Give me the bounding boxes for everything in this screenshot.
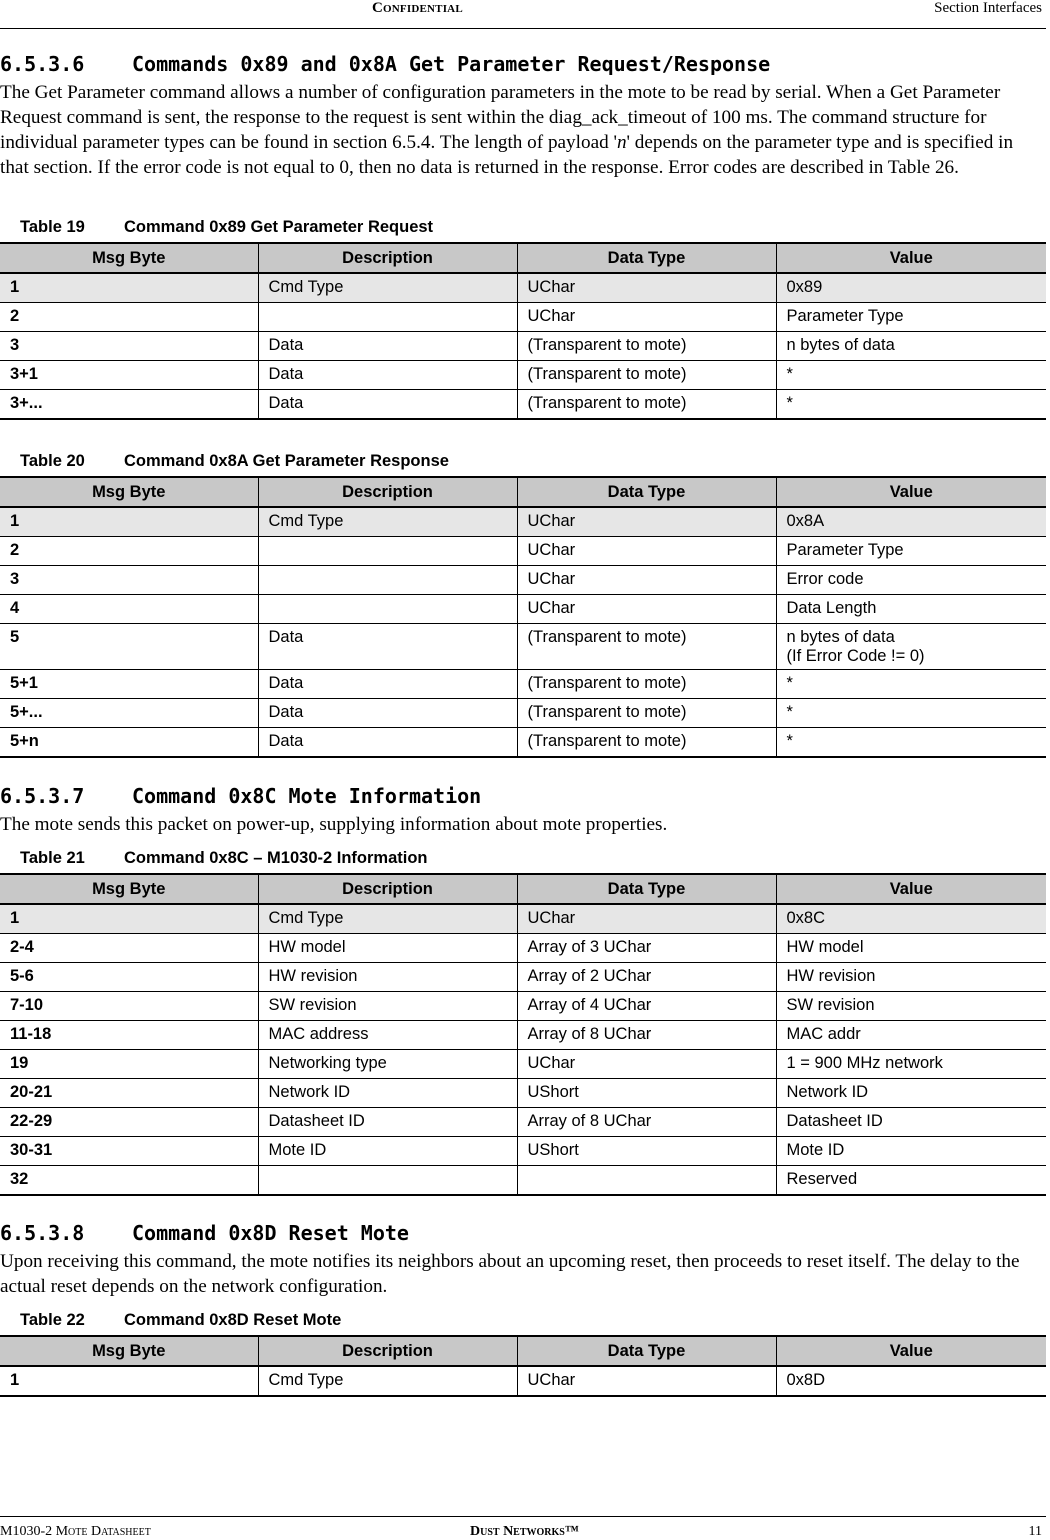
cell-msg-byte: 3 <box>0 332 258 361</box>
cell-data-type: UShort <box>517 1137 776 1166</box>
section-title: Command 0x8D Reset Mote <box>132 1221 409 1245</box>
table-row <box>0 507 1046 537</box>
cell-description: Cmd Type <box>258 904 517 934</box>
cell-msg-byte: 11-18 <box>0 1021 258 1050</box>
table-number: Table 22 <box>20 1311 85 1329</box>
cell-description: HW model <box>258 934 517 963</box>
cell-value: * <box>776 699 1046 728</box>
cell-msg-byte: 32 <box>0 1166 258 1196</box>
cell-data-type: UChar <box>517 1050 776 1079</box>
cell-value: MAC addr <box>776 1021 1046 1050</box>
cell-description: Cmd Type <box>258 273 517 303</box>
section-6-5-3-7 <box>0 782 1046 837</box>
cell-data-type: (Transparent to mote) <box>517 624 776 670</box>
cell-value: 0x8D <box>776 1366 1046 1396</box>
section-number: 6.5.3.6 <box>0 52 85 76</box>
col-value: Value <box>776 243 1046 273</box>
table-caption <box>20 1305 1046 1335</box>
table-number: Table 21 <box>20 849 85 867</box>
table-title: Command 0x89 Get Parameter Request <box>124 218 434 236</box>
page-footer <box>0 1516 1050 1540</box>
cell-value: Parameter Type <box>776 303 1046 332</box>
cell-data-type: UChar <box>517 507 776 537</box>
cell-description: Cmd Type <box>258 1366 517 1396</box>
table-row <box>0 332 1046 361</box>
cell-msg-byte: 5+n <box>0 728 258 758</box>
table-header-row <box>0 874 1046 904</box>
cell-msg-byte: 3 <box>0 566 258 595</box>
cell-description: Data <box>258 332 517 361</box>
cell-data-type: (Transparent to mote) <box>517 670 776 699</box>
cell-value: Parameter Type <box>776 537 1046 566</box>
table-22-block <box>0 1305 1046 1397</box>
cell-msg-byte: 7-10 <box>0 992 258 1021</box>
cell-value: * <box>776 361 1046 390</box>
col-value: Value <box>776 1336 1046 1366</box>
cell-description: MAC address <box>258 1021 517 1050</box>
section-6-5-3-6 <box>0 50 1046 180</box>
section-heading <box>0 50 1046 78</box>
table-title: Command 0x8C – M1030-2 Information <box>124 849 428 867</box>
table-21-block <box>0 843 1046 1196</box>
table-row <box>0 1021 1046 1050</box>
table-body <box>0 1366 1046 1396</box>
cell-description: Networking type <box>258 1050 517 1079</box>
cell-data-type: Array of 3 UChar <box>517 934 776 963</box>
col-msg-byte: Msg Byte <box>0 1336 258 1366</box>
cell-description <box>258 303 517 332</box>
table-19 <box>0 242 1046 420</box>
col-description: Description <box>258 874 517 904</box>
cell-data-type: Array of 8 UChar <box>517 1108 776 1137</box>
cell-msg-byte: 5-6 <box>0 963 258 992</box>
table-row <box>0 303 1046 332</box>
cell-msg-byte: 19 <box>0 1050 258 1079</box>
table-row <box>0 992 1046 1021</box>
cell-data-type: UChar <box>517 566 776 595</box>
cell-value: HW model <box>776 934 1046 963</box>
cell-value-line: n bytes of data <box>786 628 895 646</box>
section-paragraph: Upon receiving this command, the mote notifies its neighbors about an upcoming reset, then proceeds to reset itself. The delay to the actual reset depends on the network configuration. <box>0 1251 1020 1297</box>
cell-description: Data <box>258 361 517 390</box>
cell-value: Datasheet ID <box>776 1108 1046 1137</box>
table-number: Table 20 <box>20 452 85 470</box>
table-row <box>0 699 1046 728</box>
table-22 <box>0 1335 1046 1397</box>
cell-data-type: (Transparent to mote) <box>517 699 776 728</box>
cell-msg-byte: 22-29 <box>0 1108 258 1137</box>
cell-description: HW revision <box>258 963 517 992</box>
cell-data-type <box>517 1166 776 1196</box>
section-heading <box>0 1219 1046 1247</box>
col-msg-byte: Msg Byte <box>0 874 258 904</box>
cell-msg-byte: 5+... <box>0 699 258 728</box>
cell-description <box>258 566 517 595</box>
cell-msg-byte: 3+... <box>0 390 258 420</box>
section-title: Section Interfaces <box>934 0 1042 16</box>
table-row <box>0 537 1046 566</box>
table-body <box>0 904 1046 1195</box>
table-row <box>0 728 1046 758</box>
cell-value: n bytes of data <box>776 332 1046 361</box>
cell-data-type: UChar <box>517 303 776 332</box>
cell-value-note: (If Error Code != 0) <box>786 647 925 665</box>
table-row <box>0 390 1046 420</box>
table-header-row <box>0 477 1046 507</box>
table-title: Command 0x8A Get Parameter Response <box>124 452 449 470</box>
cell-msg-byte: 5 <box>0 624 258 670</box>
paragraph-text-rest: ' depends on the parameter type and is specified in that section. If the error code is not equal to 0, then no data is returned in the response. Error codes are described in Table 26. <box>0 132 1014 178</box>
cell-value: HW revision <box>776 963 1046 992</box>
cell-msg-byte: 3+1 <box>0 361 258 390</box>
table-row <box>0 273 1046 303</box>
cell-data-type: UChar <box>517 1366 776 1396</box>
table-row <box>0 934 1046 963</box>
table-row <box>0 904 1046 934</box>
cell-description: Data <box>258 699 517 728</box>
cell-value: * <box>776 670 1046 699</box>
section-6-5-3-8 <box>0 1219 1046 1299</box>
cell-msg-byte: 1 <box>0 1366 258 1396</box>
cell-value <box>776 624 1046 670</box>
cell-data-type: (Transparent to mote) <box>517 390 776 420</box>
cell-data-type: UShort <box>517 1079 776 1108</box>
cell-description <box>258 1166 517 1196</box>
section-number: 6.5.3.7 <box>0 784 85 808</box>
cell-description: Cmd Type <box>258 507 517 537</box>
section-paragraph: The mote sends this packet on power-up, supplying information about mote properties. <box>0 814 668 835</box>
table-row <box>0 566 1046 595</box>
table-20 <box>0 476 1046 758</box>
table-row <box>0 670 1046 699</box>
cell-value: Data Length <box>776 595 1046 624</box>
table-caption <box>20 212 1046 242</box>
section-title: Commands 0x89 and 0x8A Get Parameter Request/Response <box>132 52 771 76</box>
section-heading <box>0 782 1046 810</box>
cell-msg-byte: 2 <box>0 303 258 332</box>
cell-value: * <box>776 728 1046 758</box>
cell-value: * <box>776 390 1046 420</box>
cell-value: SW revision <box>776 992 1046 1021</box>
cell-data-type: (Transparent to mote) <box>517 361 776 390</box>
cell-description: Network ID <box>258 1079 517 1108</box>
cell-value: 1 = 900 MHz network <box>776 1050 1046 1079</box>
page-number: 11 <box>1028 1524 1042 1539</box>
table-row <box>0 1166 1046 1196</box>
table-number: Table 19 <box>20 218 85 236</box>
cell-data-type: UChar <box>517 595 776 624</box>
table-21 <box>0 873 1046 1196</box>
cell-msg-byte: 30-31 <box>0 1137 258 1166</box>
col-description: Description <box>258 1336 517 1366</box>
section-paragraph <box>0 80 1046 180</box>
cell-description: Mote ID <box>258 1137 517 1166</box>
cell-data-type: Array of 8 UChar <box>517 1021 776 1050</box>
col-data-type: Data Type <box>517 874 776 904</box>
cell-description: Datasheet ID <box>258 1108 517 1137</box>
cell-msg-byte: 1 <box>0 904 258 934</box>
section-title: Command 0x8C Mote Information <box>132 784 482 808</box>
table-row <box>0 1079 1046 1108</box>
cell-description: Data <box>258 670 517 699</box>
cell-data-type: (Transparent to mote) <box>517 728 776 758</box>
cell-msg-byte: 20-21 <box>0 1079 258 1108</box>
table-title: Command 0x8D Reset Mote <box>124 1311 342 1329</box>
section-number: 6.5.3.8 <box>0 1221 85 1245</box>
cell-description: Data <box>258 624 517 670</box>
table-caption <box>20 843 1046 873</box>
cell-msg-byte: 1 <box>0 273 258 303</box>
table-row <box>0 361 1046 390</box>
cell-value: Reserved <box>776 1166 1046 1196</box>
table-row <box>0 1137 1046 1166</box>
page-header <box>0 0 1050 30</box>
header-rule <box>0 28 1046 29</box>
col-value: Value <box>776 477 1046 507</box>
table-20-block <box>0 446 1046 758</box>
cell-value: Network ID <box>776 1079 1046 1108</box>
cell-msg-byte: 4 <box>0 595 258 624</box>
table-19-block <box>0 212 1046 420</box>
cell-data-type: Array of 4 UChar <box>517 992 776 1021</box>
cell-msg-byte: 2 <box>0 537 258 566</box>
cell-description: Data <box>258 390 517 420</box>
table-body <box>0 507 1046 757</box>
company-name: Dust Networks™ <box>470 1524 579 1539</box>
cell-description <box>258 595 517 624</box>
cell-value: 0x8C <box>776 904 1046 934</box>
footer-rule <box>0 1516 1046 1517</box>
col-msg-byte: Msg Byte <box>0 243 258 273</box>
col-msg-byte: Msg Byte <box>0 477 258 507</box>
paragraph-text: The Get Parameter command allows a number of configuration parameters in the mote to be read by serial. When a Get Parameter Request command is sent, the response to the request is sent within the diag_ack_timeout of 100 ms. The command structure for individual parameter types can be found in section 6.5.4. The length of payload ' <box>0 82 1001 153</box>
cell-value: 0x89 <box>776 273 1046 303</box>
table-header-row <box>0 243 1046 273</box>
cell-description: Data <box>258 728 517 758</box>
cell-msg-byte: 2-4 <box>0 934 258 963</box>
col-description: Description <box>258 243 517 273</box>
table-row <box>0 1366 1046 1396</box>
cell-msg-byte: 5+1 <box>0 670 258 699</box>
cell-data-type: UChar <box>517 537 776 566</box>
confidential-label: Confidential <box>372 0 463 16</box>
cell-value: Error code <box>776 566 1046 595</box>
cell-data-type: UChar <box>517 904 776 934</box>
document-title: M1030-2 Mote Datasheet <box>0 1524 151 1539</box>
table-row <box>0 963 1046 992</box>
col-data-type: Data Type <box>517 1336 776 1366</box>
table-row <box>0 1108 1046 1137</box>
col-data-type: Data Type <box>517 243 776 273</box>
cell-data-type: (Transparent to mote) <box>517 332 776 361</box>
cell-description <box>258 537 517 566</box>
cell-data-type: UChar <box>517 273 776 303</box>
cell-msg-byte: 1 <box>0 507 258 537</box>
paragraph-italic: n <box>616 132 627 153</box>
cell-description: SW revision <box>258 992 517 1021</box>
table-row <box>0 595 1046 624</box>
cell-value: Mote ID <box>776 1137 1046 1166</box>
col-description: Description <box>258 477 517 507</box>
col-value: Value <box>776 874 1046 904</box>
cell-value: 0x8A <box>776 507 1046 537</box>
table-row <box>0 624 1046 670</box>
table-caption <box>20 446 1046 476</box>
table-row <box>0 1050 1046 1079</box>
col-data-type: Data Type <box>517 477 776 507</box>
cell-data-type: Array of 2 UChar <box>517 963 776 992</box>
table-body <box>0 273 1046 419</box>
table-header-row <box>0 1336 1046 1366</box>
